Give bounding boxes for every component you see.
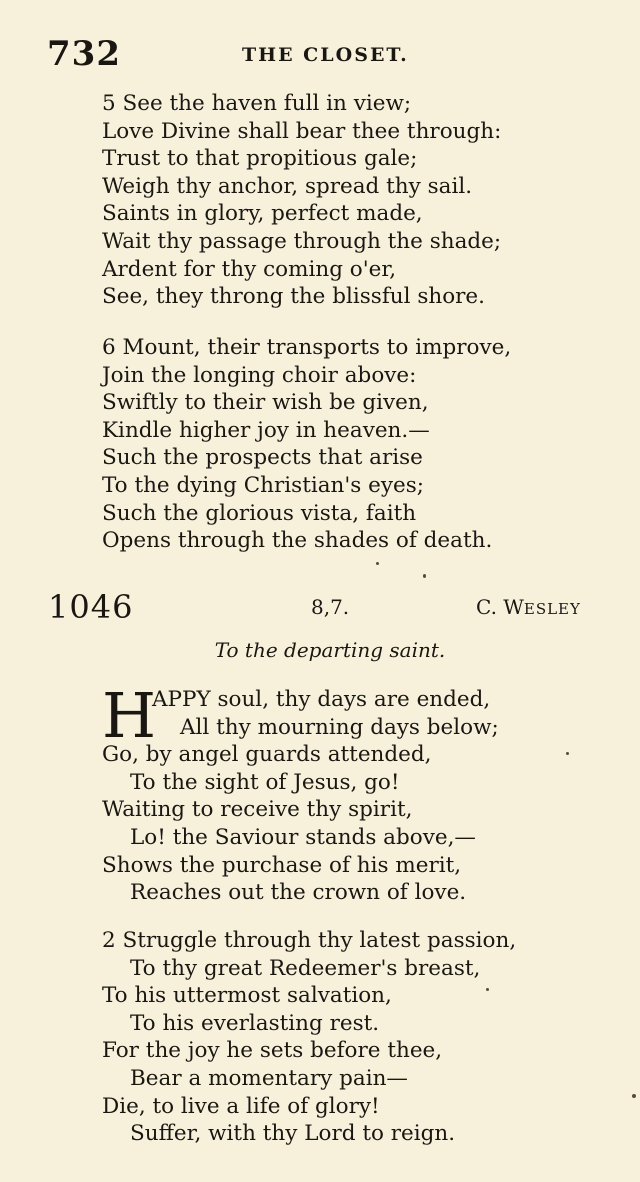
verse-line: 6 Mount, their transports to improve,: [102, 335, 512, 360]
verse-line: Lo! the Saviour stands above,—: [130, 824, 476, 850]
previous-hymn-stanza-5: [102, 90, 501, 311]
verse-line: Reaches out the crown of love.: [130, 880, 467, 906]
verse-line: Waiting to receive thy spirit,: [102, 797, 413, 823]
hymn-title: To the departing saint.: [214, 638, 446, 662]
verse-line: Trust to that propitious gale;: [102, 146, 418, 172]
verse-line: Bear a momentary pain—: [130, 1065, 408, 1091]
verse-line: For the joy he sets before thee,: [102, 1038, 443, 1064]
verse-line: 2 Struggle through thy latest passion,: [102, 928, 517, 953]
verse-line: Shows the purchase of his merit,: [102, 852, 462, 878]
verse-line: Such the prospects that arise: [102, 445, 423, 471]
verse-line: To his everlasting rest.: [130, 1010, 380, 1036]
verse-line: To his uttermost salvation,: [102, 983, 392, 1009]
verse-line: To the dying Christian's eyes;: [102, 472, 425, 498]
verse-line: Opens through the shades of death.: [102, 528, 493, 554]
paper-speck: [566, 752, 569, 755]
verse-line: 5 See the haven full in view;: [102, 91, 412, 116]
paper-speck: [486, 988, 489, 991]
hymn-stanza-1: [102, 679, 499, 907]
verse-line: Join the longing choir above:: [102, 362, 417, 388]
author-initial: C. W: [476, 595, 524, 619]
hymn-meter: 8,7.: [311, 595, 350, 619]
verse-line: Such the glorious vista, faith: [102, 500, 417, 526]
verse-line: To thy great Redeemer's breast,: [130, 955, 481, 981]
verse-line: Saints in glory, perfect made,: [102, 201, 423, 227]
paper-speck: [632, 1094, 636, 1098]
running-head: THE CLOSET.: [242, 44, 409, 66]
verse-line: See, they throng the blissful shore.: [102, 284, 485, 310]
verse-line: Go, by angel guards attended,: [102, 742, 432, 768]
verse-line: Suffer, with thy Lord to reign.: [130, 1121, 456, 1147]
drop-cap: H: [102, 679, 157, 752]
verse-line: Love Divine shall bear thee through:: [102, 118, 502, 144]
verse-line: Kindle higher joy in heaven.—: [102, 417, 430, 443]
author-small-caps: ESLEY: [523, 600, 581, 618]
verse-line: Die, to live a life of glory!: [102, 1093, 380, 1119]
hymn-stanza-2: [102, 927, 516, 1148]
verse-line: To the sight of Jesus, go!: [130, 769, 400, 795]
verse-line: All thy mourning days below;: [180, 714, 499, 740]
previous-hymn-stanza-6: [102, 334, 511, 555]
paper-speck: [376, 562, 379, 565]
verse-line: Ardent for thy coming o'er,: [102, 256, 397, 282]
verse-line: Wait thy passage through the shade;: [102, 228, 502, 254]
verse-line: Weigh thy anchor, spread thy sail.: [102, 173, 473, 199]
paper-speck: [423, 574, 426, 578]
page-number: 732: [47, 34, 121, 74]
hymn-author: [476, 595, 581, 619]
drop-cap-block: [102, 679, 499, 752]
verse-line: Swiftly to their wish be given,: [102, 390, 429, 416]
hymn-number: 1046: [48, 588, 134, 626]
verse-line: APPY soul, thy days are ended,: [152, 687, 491, 712]
